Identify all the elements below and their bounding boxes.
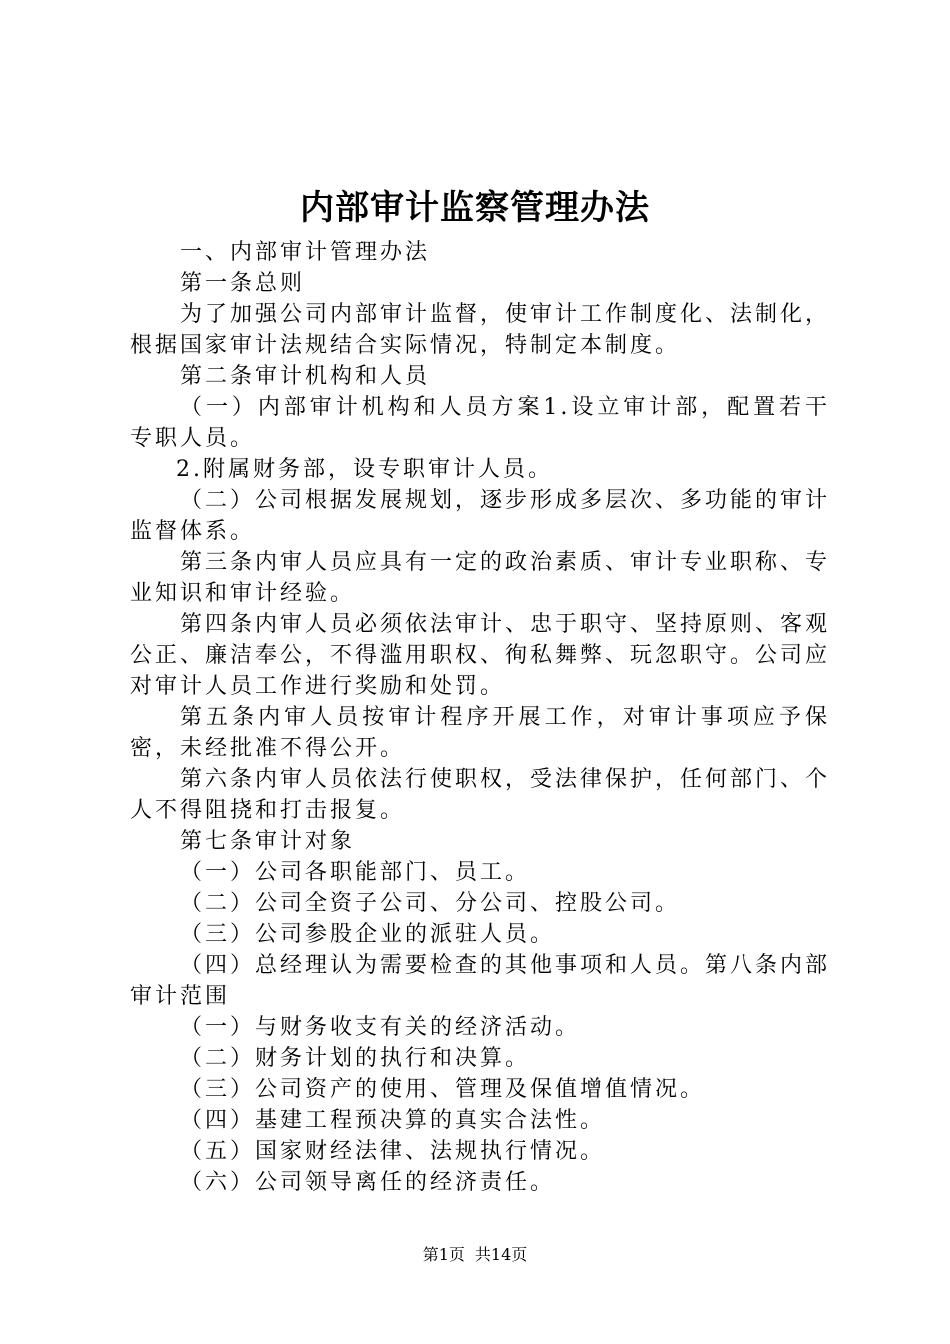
paragraph: 第四条内审人员必须依法审计、忠于职守、坚持原则、客观公正、廉洁奉公，不得滥用职权、徇私舞弊、玩忽职守。公司应对审计人员工作进行奖励和处罚。 [130,612,831,699]
paragraph: 第六条内审人员依法行使职权，受法律保护，任何部门、个人不得阻挠和打击报复。 [130,767,831,823]
section-heading: 一、内部审计管理办法 [180,240,431,265]
article-heading: 第七条审计对象 [180,829,356,854]
list-item: （四）基建工程预决算的真实合法性。 [180,1108,606,1133]
page-number: 第1页 [422,1245,465,1264]
paragraph: 第五条内审人员按审计程序开展工作，对审计事项应予保密，未经批准不得公开。 [130,705,830,761]
article-heading: 第二条审计机构和人员 [180,364,431,389]
article-heading: 第一条总则 [180,271,306,296]
list-item: （一）与财务收支有关的经济活动。 [180,1015,581,1040]
paragraph: 2.附属财务部，设专职审计人员。 [176,457,553,482]
paragraph: 第三条内审人员应具有一定的政治素质、审计专业职称、专业知识和审计经验。 [130,550,831,606]
document-title: 内部审计监察管理办法 [300,188,650,228]
paragraph: （一）内部审计机构和人员方案1.设立审计部，配置若干专职人员。 [130,395,830,451]
list-item: （二）财务计划的执行和决算。 [180,1046,531,1071]
paragraph: （二）公司根据发展规划，逐步形成多层次、多功能的审计监督体系。 [130,488,831,544]
list-item: （三）公司资产的使用、管理及保值增值情况。 [180,1077,706,1102]
page-footer [0,1245,950,1265]
list-item: （五）国家财经法律、法规执行情况。 [180,1139,606,1164]
page-total: 共14页 [474,1245,528,1264]
list-item: （二）公司全资子公司、分公司、控股公司。 [180,891,681,916]
list-item: （一）公司各职能部门、员工。 [180,860,531,885]
list-item: （三）公司参股企业的派驻人员。 [180,922,556,947]
paragraph: 为了加强公司内部审计监督，使审计工作制度化、法制化，根据国家审计法规结合实际情况，特制定本制度。 [130,302,831,358]
list-item: （四）总经理认为需要检查的其他事项和人员。第八条内部审计范围 [130,953,831,1009]
document-body [130,237,830,1198]
list-item: （六）公司领导离任的经济责任。 [180,1170,556,1195]
